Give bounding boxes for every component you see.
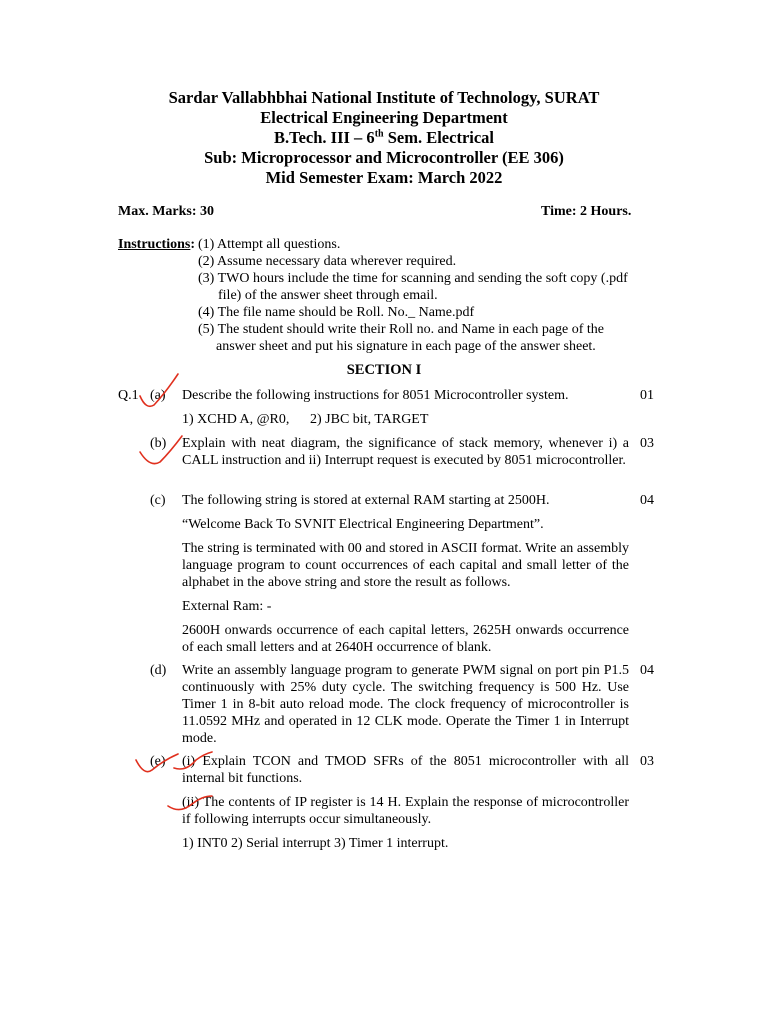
q1b-text: Explain with neat diagram, the significance of stack memory, whenever i) a CALL instruction and ii) Interrupt request is executed by 8051 microcontroller. — [182, 436, 629, 468]
institute-title: Sardar Vallabhbhai National Institute of Technology, SURAT — [168, 88, 600, 107]
q1d-marks: 04 — [640, 663, 654, 678]
program-prefix: B.Tech. III – 6 — [273, 128, 375, 147]
instruction-item: (3) TWO hours include the time for scanning and sending the soft copy (.pdf — [198, 271, 628, 286]
q1b-label: (b) — [150, 436, 167, 451]
time-allowed: Time: 2 Hours. — [541, 204, 632, 219]
instruction-item-cont: answer sheet and put his signature in each page of the answer sheet. — [216, 339, 596, 354]
q1c-ram-text: 2600H onwards occurrence of each capital letters, 2625H onwards occurrence of each small letters and at 2640H occurrence of blank. — [182, 623, 629, 655]
q1c-ram-label: External Ram: - — [182, 599, 272, 614]
q1e-marks: 03 — [640, 754, 654, 769]
q1d-label: (d) — [150, 663, 167, 678]
max-marks: Max. Marks: 30 — [118, 204, 215, 219]
q1e-part1: (i) Explain TCON and TMOD SFRs of the 8051 microcontroller with all internal bit functions. — [182, 754, 629, 786]
program-sup: th — [374, 128, 384, 140]
q1c-string: “Welcome Back To SVNIT Electrical Engineering Department”. — [182, 517, 544, 532]
instruction-item: (4) The file name should be Roll. No._ Name.pdf — [198, 305, 475, 320]
q1e-part3: 1) INT0 2) Serial interrupt 3) Timer 1 interrupt. — [182, 836, 449, 851]
q1e-part2: (ii) The contents of IP register is 14 H. Explain the response of microcontroller if following interrupts occur simultaneously. — [182, 795, 629, 827]
question-number: Q.1 — [118, 388, 139, 403]
exam-title: Mid Semester Exam: March 2022 — [265, 168, 503, 187]
instruction-item-cont: file) of the answer sheet through email. — [218, 288, 438, 303]
q1c-paragraph: The string is terminated with 00 and stored in ASCII format. Write an assembly language program to count occurrences of each capital and small letter of the alphabet in the above string and store the result as follows. — [182, 541, 629, 590]
instruction-item: (5) The student should write their Roll no. and Name in each page of the — [198, 322, 605, 337]
q1c-marks: 04 — [640, 493, 654, 508]
instructions-heading — [118, 236, 195, 253]
subject-title: Sub: Microprocessor and Microcontroller (EE 306) — [204, 148, 564, 167]
q1c-label: (c) — [150, 493, 166, 508]
program-suffix: Sem. Electrical — [383, 128, 495, 147]
program-title — [0, 128, 768, 147]
q1a-text: Describe the following instructions for 8051 Microcontroller system. — [182, 388, 569, 403]
instructions-colon: : — [190, 237, 196, 252]
q1a-marks: 01 — [640, 388, 654, 403]
instructions-label: Instructions — [118, 237, 191, 252]
q1c-text: The following string is stored at external RAM starting at 2500H. — [182, 493, 550, 508]
department-title: Electrical Engineering Department — [260, 108, 508, 127]
instruction-item: (1) Attempt all questions. — [198, 237, 341, 252]
instruction-item: (2) Assume necessary data wherever required. — [198, 254, 457, 269]
q1b-marks: 03 — [640, 436, 654, 451]
q1a-label: (a) — [150, 388, 166, 403]
section-title: SECTION I — [346, 362, 422, 378]
q1e-label: (e) — [150, 754, 166, 769]
q1d-text: Write an assembly language program to generate PWM signal on port pin P1.5 continuously with 25% duty cycle. The switching frequency is 500 Hz. Use Timer 1 in 8-bit auto reload mode. The clock frequency of microcontroller is 11.0592 MHz and operated in 12 CLK mode. Operate the Timer 1 in Interrupt mode. — [182, 663, 629, 746]
q1a-item2: 2) JBC bit, TARGET — [310, 412, 429, 427]
q1a-item1: 1) XCHD A, @R0, — [182, 412, 290, 427]
